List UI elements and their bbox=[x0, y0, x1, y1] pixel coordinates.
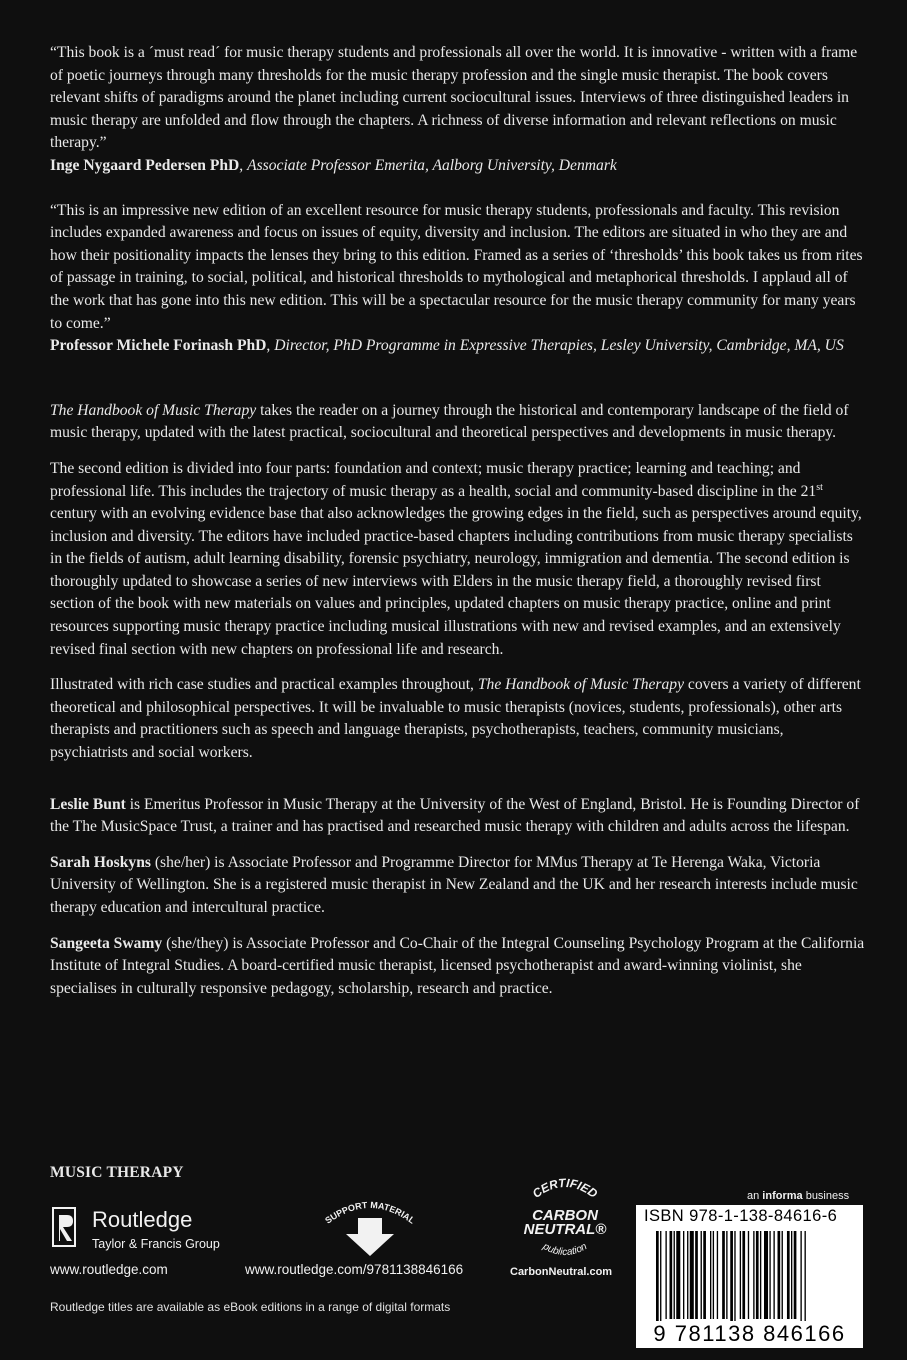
barcode-bar bbox=[701, 1231, 702, 1319]
barcode-bar bbox=[800, 1231, 801, 1331]
neutral-label: NEUTRAL® bbox=[523, 1221, 607, 1238]
barcode-bar bbox=[742, 1231, 745, 1319]
endorsement-quote: “This book is a ´must read´ for music therapy students and professionals all over the world. It is innovative - written with a frame of poetic journeys through many thresholds for the music therapy profession and the single music therapist. The book covers relevant shifts of paradigms around the planet including current sociocultural issues. Interviews of three distinguished leaders in music therapy are unfolded and flow through the chapters. A richness of diverse information and relevant reflections on music therapy.” bbox=[50, 44, 858, 152]
editor-bio: Sangeeta Swamy (she/they) is Associate Professor and Co-Chair of the Integral Counseling Psychology Program at the California Institute of Integral Studies. A board-certified music therapist, licensed psychotherapist and award-winning violinist, she specialises in culturally responsive pedagogy, scholarship, research and practice. bbox=[50, 934, 865, 997]
publisher-name: Routledge bbox=[92, 1207, 193, 1232]
support-material-icon bbox=[320, 1196, 420, 1260]
endorser-role: Associate Professor Emerita, Aalborg University, Denmark bbox=[247, 156, 617, 174]
barcode-bar bbox=[703, 1231, 706, 1319]
barcode-bar bbox=[769, 1231, 770, 1319]
barcode-number: 9 781138 846166 bbox=[653, 1321, 846, 1346]
barcode-bar bbox=[748, 1231, 749, 1319]
barcode-bar bbox=[726, 1231, 727, 1319]
subject-category: MUSIC THERAPY bbox=[50, 1164, 184, 1181]
carbon-neutral-icon bbox=[510, 1172, 620, 1267]
barcode-bar bbox=[791, 1231, 792, 1319]
description-paragraph: The second edition is divided into four parts: foundation and context; music therapy practice; learning and teaching; and professional life. This includes the trajectory of music therapy as a health, social and community-based discipline in the 21st century with an evolving evidence base that also acknowledges the growing edges in the field, such as perspectives around equity, inclusion and diversity. The editors have included practice-based chapters including contributions from music therapy specialists in the fields of autism, adult learning disability, forensic psychiatry, neurology, immigration and dementia. The second edition is thoroughly updated to showcase a series of new interviews with Elders in the music therapy field, a thoroughly revised first section of the book with new materials on values and principles, updated chapters on music therapy practice, online and print resources supporting music therapy practice including musical illustrations with new and revised examples, and an extensively revised final section with new chapters on professional life and research. bbox=[50, 459, 862, 658]
endorsement-attribution: Inge Nygaard Pedersen PhD, Associate Professor Emerita, Aalborg University, Denmark bbox=[50, 156, 617, 174]
informa-business: an informa business bbox=[747, 1190, 850, 1202]
barcode-bar bbox=[713, 1231, 714, 1319]
endorsement-attribution: Professor Michele Forinash PhD, Director, PhD Programme in Expressive Therapies, Lesley University, Cambridge, MA, US bbox=[50, 337, 844, 355]
barcode-bar bbox=[683, 1231, 684, 1319]
barcode-bar bbox=[740, 1231, 741, 1319]
barcode-bars bbox=[642, 1231, 857, 1333]
support-label: SUPPORT MATERIAL bbox=[323, 1199, 417, 1226]
barcode-bar bbox=[676, 1231, 680, 1319]
endorsement-quote: “This is an impressive new edition of an excellent resource for music therapy students, professionals and faculty. This revision includes expanded awareness and focus on issues of equity, diversity and inclusion. The editors are situated in who they are and how their positionality impacts the lenses they bring to this edition. Framed as a series of ‘thresholds’ this book takes us from rites of passage in training, to social, political, and historical thresholds to mythological and metaphorical thresholds. I applaud all of the work that has gone into this new edition. This will be a spectacular resource for the music therapy community for many years to come.” bbox=[50, 201, 863, 332]
publisher-url[interactable]: www.routledge.com bbox=[50, 1262, 168, 1277]
barcode-bar bbox=[782, 1231, 783, 1319]
editor-bio: Sarah Hoskyns (she/her) is Associate Professor and Programme Director for MMus Therapy at Te Herenga Waka, Victoria University of Wellington. She is a registered music therapist in New Zealand and the UK and her research interests include music therapy education and intercultural practice. bbox=[50, 853, 858, 916]
publisher-group: Taylor & Francis Group bbox=[92, 1237, 220, 1251]
barcode-bar bbox=[656, 1231, 659, 1331]
endorsement-1 bbox=[50, 42, 865, 178]
barcode-bar bbox=[660, 1231, 661, 1331]
carbon-label: CARBON bbox=[532, 1207, 598, 1224]
editor-name: Sangeeta Swamy bbox=[50, 934, 163, 952]
barcode-bar bbox=[787, 1231, 790, 1319]
barcode-bar bbox=[773, 1231, 774, 1319]
svg-text:CERTIFIED bbox=[530, 1176, 601, 1201]
book-title: The Handbook of Music Therapy bbox=[477, 676, 685, 694]
description-paragraph: The Handbook of Music Therapy takes the reader on a journey through the historical and contemporary landscape of the field of music therapy, updated with the latest practical, sociocultural and theoretical perspectives and developments in music therapy. bbox=[50, 401, 849, 442]
barcode-bar bbox=[674, 1231, 675, 1319]
support-material-url[interactable]: www.routledge.com/9781138846166 bbox=[245, 1262, 464, 1277]
barcode-bar bbox=[756, 1231, 759, 1319]
book-title: The Handbook of Music Therapy bbox=[50, 401, 257, 419]
barcode-bar bbox=[805, 1231, 806, 1331]
barcode-bar bbox=[690, 1231, 694, 1319]
barcode-bar bbox=[760, 1231, 761, 1319]
back-cover-text bbox=[50, 42, 865, 1013]
barcode-bar bbox=[778, 1231, 781, 1319]
barcode-bar bbox=[670, 1231, 673, 1319]
barcode-bar bbox=[734, 1231, 735, 1331]
endorser-role: Director, PhD Programme in Expressive Therapies, Lesley University, Cambridge, MA, US bbox=[274, 337, 844, 355]
publication-label: publication bbox=[540, 1241, 590, 1259]
barcode-bar bbox=[687, 1231, 688, 1319]
barcode-bar bbox=[710, 1231, 711, 1319]
barcode-bar bbox=[794, 1231, 797, 1319]
barcode-bar bbox=[730, 1231, 733, 1331]
description-paragraph: Illustrated with rich case studies and practical examples throughout, The Handbook of Music Therapy covers a variety of different theoretical and philosophical perspectives. It will be invaluable to music therapists (novices, students, professionals), other arts therapists and practitioners such as speech and language therapists, psychotherapists, teachers, community musicians, psychiatrists and social workers. bbox=[50, 676, 861, 762]
endorsement-2 bbox=[50, 200, 865, 358]
carbon-certified-label: CERTIFIED bbox=[529, 1175, 601, 1201]
barcode-bar bbox=[753, 1231, 754, 1319]
carbon-neutral-url[interactable]: CarbonNeutral.com bbox=[510, 1266, 613, 1278]
barcode-bar bbox=[695, 1231, 698, 1319]
editor-bios bbox=[50, 794, 865, 1001]
barcode-bar bbox=[717, 1231, 718, 1319]
isbn-barcode bbox=[636, 1205, 863, 1348]
barcode-bar bbox=[722, 1231, 725, 1319]
ebook-note: Routledge titles are available as eBook editions in a range of digital formats bbox=[50, 1300, 451, 1314]
routledge-r-icon bbox=[50, 1205, 86, 1253]
barcode-bar bbox=[665, 1231, 666, 1319]
svg-text:publication bbox=[540, 1241, 589, 1258]
isbn-number: ISBN 978-1-138-84616-6 bbox=[644, 1207, 838, 1225]
endorser-name: Inge Nygaard Pedersen PhD bbox=[50, 156, 240, 174]
editor-name: Sarah Hoskyns bbox=[50, 853, 151, 871]
routledge-logo bbox=[50, 1205, 240, 1255]
editor-bio: Leslie Bunt is Emeritus Professor in Music Therapy at the University of the West of England, Bristol. He is Founding Director of the The MusicSpace Trust, a trainer and has practised and researched music therapy with children and adults across the lifespan. bbox=[50, 795, 860, 836]
editor-name: Leslie Bunt bbox=[50, 795, 126, 813]
book-description bbox=[50, 400, 865, 765]
endorser-name: Professor Michele Forinash PhD bbox=[50, 337, 267, 355]
barcode-bar bbox=[764, 1231, 768, 1319]
